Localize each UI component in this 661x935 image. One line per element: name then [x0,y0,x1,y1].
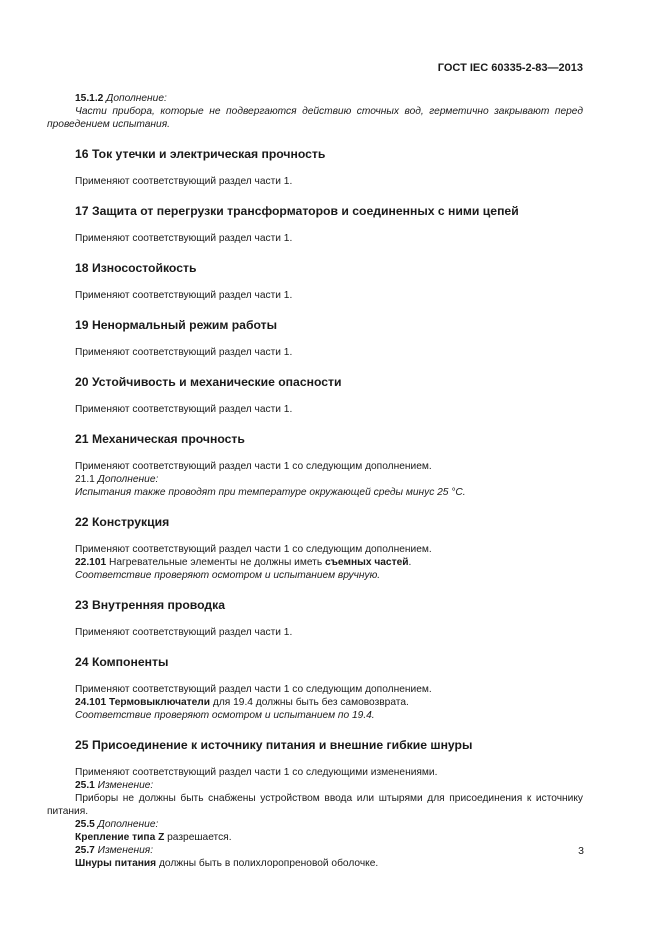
section-18-title: 18 Износостойкость [75,261,197,275]
section-16-title: 16 Ток утечки и электрическая прочность [75,147,326,161]
section-21-title: 21 Механическая прочность [75,432,245,446]
section-22-title: 22 Конструкция [75,515,170,529]
section-24-compliance: Соответствие проверяют осмотром и испытанием по 19.4. [75,710,375,721]
section-23-title: 23 Внутренняя проводка [75,598,226,612]
section-19-text: Применяют соответствующий раздел части 1. [75,347,293,358]
clause-15-1-2-heading [47,92,583,105]
clause-text: разрешается. [164,832,232,843]
clause-number: 21.1 [75,474,95,485]
clause-label: Дополнение: [94,819,159,830]
clause-21-1-heading [47,473,583,486]
clause-number: 25.7 [75,845,95,856]
clause-label: Дополнение: [103,93,167,104]
clause-term: съемных частей [324,557,409,568]
clause-number: 15.1.2 [75,93,104,104]
clause-25-1-heading [47,779,583,792]
document-code: ГОСТ IEC 60335-2-83—2013 [437,62,583,74]
section-24-title: 24 Компоненты [75,655,169,669]
clause-text: для 19.4 должны быть без самовозврата. [210,697,409,708]
clause-25-5-heading [47,818,583,831]
section-25-title: 25 Присоединение к источнику питания и внешние гибкие шнуры [75,738,473,752]
clause-number: 22.101 [75,557,107,568]
section-21-text: Применяют соответствующий раздел части 1 со следующим дополнением. [75,461,432,472]
section-24-text: Применяют соответствующий раздел части 1 со следующим дополнением. [75,684,432,695]
section-17-title: 17 Защита от перегрузки трансформаторов и соединенных с ними цепей [75,204,519,218]
clause-label: Изменения: [94,845,154,856]
section-20-title: 20 Устойчивость и механические опасности [75,375,342,389]
page-number: 3 [578,845,584,857]
section-23-text: Применяют соответствующий раздел части 1. [75,627,293,638]
clause-number: 25.1 [75,780,95,791]
clause-21-1-text: Испытания также проводят при температуре окружающей среды минус 25 °С. [75,487,466,498]
clause-text: должны быть в полихлоропреновой оболочке. [156,858,379,869]
clause-15-1-2-text: Части прибора, которые не подвергаются действию сточных вод, герметично закрывают перед проведением испытания. [47,106,583,130]
clause-24-101 [47,696,583,709]
section-18-text: Применяют соответствующий раздел части 1. [75,290,293,301]
clause-25-1-text: Приборы не должны быть снабжены устройством ввода или штырями для присоединения к источнику питания. [47,793,583,817]
clause-25-7-text [47,857,583,870]
page-content [47,92,583,870]
clause-term: Термовыключатели [106,697,211,708]
clause-22-101 [47,556,583,569]
clause-number: 24.101 [75,697,107,708]
clause-25-7-heading [47,844,583,857]
clause-label: Дополнение: [94,474,159,485]
section-25-text: Применяют соответствующий раздел части 1 со следующими изменениями. [75,767,438,778]
clause-label: Изменение: [94,780,154,791]
clause-text-end: . [408,557,412,568]
clause-number: 25.5 [75,819,95,830]
section-17-text: Применяют соответствующий раздел части 1. [75,233,293,244]
section-22-text: Применяют соответствующий раздел части 1 со следующим дополнением. [75,544,432,555]
section-22-compliance: Соответствие проверяют осмотром и испытанием вручную. [75,570,381,581]
section-16-text: Применяют соответствующий раздел части 1. [75,176,293,187]
clause-25-5-text [47,831,583,844]
section-19-title: 19 Ненормальный режим работы [75,318,277,332]
clause-term: Крепление типа Z [75,832,165,843]
clause-term: Шнуры питания [75,858,157,869]
section-20-text: Применяют соответствующий раздел части 1. [75,404,293,415]
clause-text: Нагревательные элементы не должны иметь [106,557,325,568]
